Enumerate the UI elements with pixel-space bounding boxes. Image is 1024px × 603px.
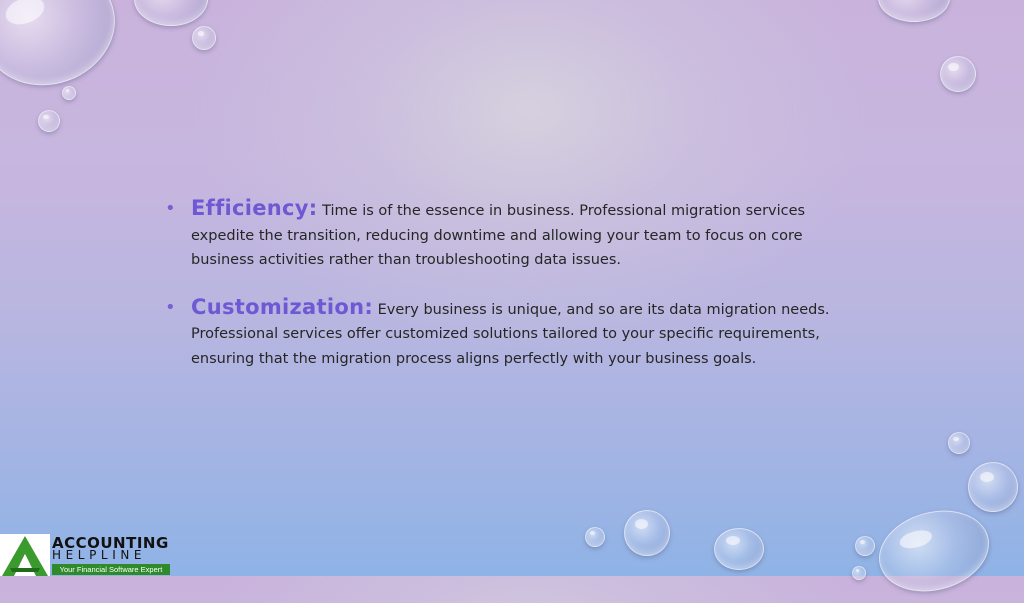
water-drop-decoration [870, 499, 998, 603]
logo-title: ACCOUNTING [52, 534, 169, 552]
water-drop-decoration [624, 510, 670, 556]
bullet-term: Efficiency: [191, 196, 318, 220]
bullet-line: expedite the transition, reducing downtime and allowing your team to focus on core [191, 227, 803, 244]
bullet-line: Professional services offer customized solutions tailored to your specific requirements, [191, 326, 820, 342]
bullet-item-efficiency [165, 196, 845, 273]
water-drop-decoration [62, 86, 76, 100]
bullet-line: Every business is unique, and so are its data migration needs. [377, 301, 830, 318]
bullet-line: ensuring that the migration process aligns perfectly with your business goals. [191, 350, 757, 367]
bullet-item-customization [165, 295, 845, 372]
bullet-dot-icon: • [165, 198, 176, 219]
water-drop-decoration [192, 26, 216, 50]
logo-subtitle: HELPLINE [52, 548, 147, 562]
water-drop-decoration [878, 0, 950, 22]
water-drop-decoration [134, 0, 208, 26]
company-logo [0, 532, 172, 576]
logo-tagline: Your Financial Software Expert [52, 564, 170, 575]
bullet-term: Customization: [191, 294, 374, 319]
slide-content [165, 196, 845, 389]
logo-a-icon [0, 534, 50, 576]
water-drop-decoration [585, 527, 605, 547]
water-drop-decoration [714, 528, 764, 570]
water-drop-decoration [38, 110, 60, 132]
water-drop-decoration [968, 462, 1018, 512]
bullet-line: Time is of the essence in business. Professional migration services [322, 203, 806, 219]
bullet-dot-icon: • [165, 296, 176, 318]
water-drop-decoration [855, 536, 875, 556]
bullet-line: business activities rather than troubleshooting data issues. [191, 252, 621, 268]
bullet-paragraph [191, 196, 845, 224]
bullet-paragraph [191, 295, 845, 323]
water-drop-decoration [940, 56, 976, 92]
water-drop-decoration [852, 566, 866, 580]
water-drop-decoration [948, 432, 970, 454]
